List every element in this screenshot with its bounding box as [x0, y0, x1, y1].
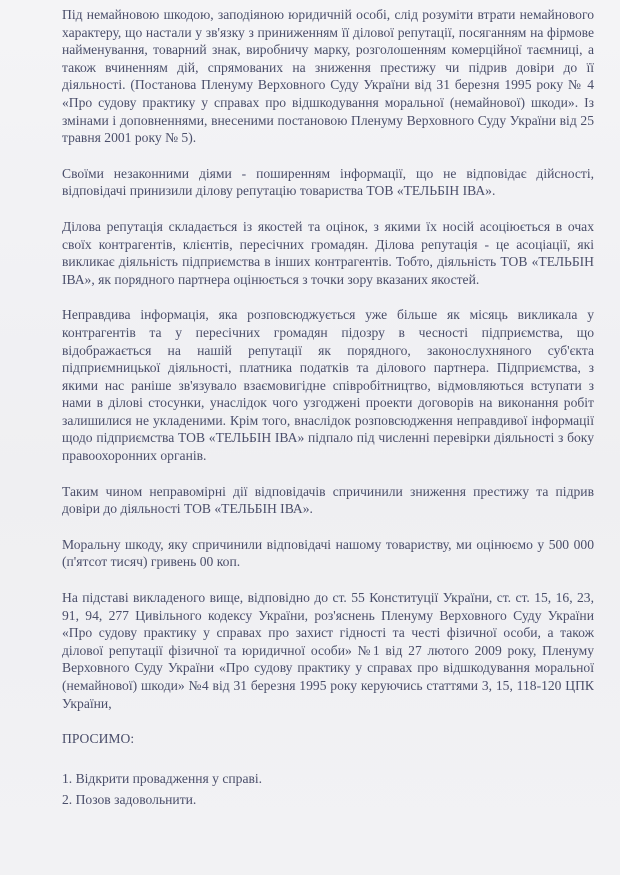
paragraph-business-reputation: Ділова репутація складається із якостей та оцінок, з якими їх носій асоціюється в очах своїх контрагентів, клієнтів, пересічних громадян. Ділова репутація - це асоціації, які викликає діяльність підприємства в інших контрагентів. Тобто, діяльність ТОВ «ТЕЛЬБІН ІВА», як порядного партнера оцінюється з точки зору вказаних якостей. [62, 218, 594, 287]
request-item-open-proceedings: 1. Відкрити провадження у справі. [62, 770, 263, 786]
paragraph-legal-basis: На підставі викладеного вище, відповідно до ст. 55 Конституції України, ст. ст. 15, 16, 23, 91, 94, 277 Цивільного кодексу України, роз'яснень Пленуму Верховного Суду України «Про судову практику у справах про захист гідності та честі фізичної особи, а також ділової репутації фізичної та юридичної особи» №1 від 27 лютого 2009 року, Пленуму Верховного Суду України «Про судову практику у справах про відшкодування моральної (немайнової) шкоди» №4 від 31 березня 1995 року керуючись статтями 3, 15, 118-120 ЦПК України, [62, 590, 594, 711]
request-list [62, 770, 594, 809]
paragraph-moral-damage-amount: Моральну шкоду, яку спричинили відповідачі нашому товариству, ми оцінюємо у 500 000 (п'ятсот тисяч) гривень 00 коп. [62, 536, 594, 570]
request-item-satisfy-claim: 2. Позов задовольнити. [62, 792, 197, 808]
document-body [62, 6, 594, 813]
request-heading: ПРОСИМО: [62, 731, 135, 747]
paragraph-unlawful-actions: Своїми незаконними діями - поширенням інформації, що не відповідає дійсності, відповідачі принизили ділову репутацію товариства ТОВ «ТЕЛЬБІН ІВА». [62, 165, 594, 199]
paragraph-prestige-decrease: Таким чином неправомірні дії відповідачів спричинили зниження престижу та підрив довіри до діяльності ТОВ «ТЕЛЬБІН ІВА». [62, 483, 594, 517]
paragraph-non-property-damage: Під немайновою шкодою, заподіяною юридичній особі, слід розуміти втрати немайнового характеру, що настали у зв'язку з приниженням її ділової репутації, посяганням на фірмове найменування, товарний знак, виробничу марку, розголошенням комерційної таємниці, а також вчиненням дій, спрямованих на зниження престижу чи підрив довіри до її діяльності. (Постанова Пленуму Верховного Суду України від 31 березня 1995 року № 4 «Про судову практику у справах про відшкодування моральної (немайнової) шкоди». Із змінами і доповненнями, внесеними постановою Пленуму Верховного Суду України від 25 травня 2001 року № 5). [62, 7, 594, 146]
paragraph-false-information: Неправдива інформація, яка розповсюджується уже більше як місяць викликала у контрагентів та у пересічних громадян підозру в чесності підприємства, що відображається на нашій репутації як порядного, законослухняного суб'єкта підприємницької діяльності, платника податків та ділового партнера. Підприємства, з якими нас раніше зв'язувало взаємовигідне співробітництво, відмовляються вступати з нами в ділові стосунки, унаслідок чого узгоджені проекти договорів на виконання робіт залишилися не укладеними. Крім того, внаслідок розповсюдження неправдивої інформації щодо підприємства ТОВ «ТЕЛЬБІН ІВА» підпало під численні перевірки діяльності з боку правоохоронних органів. [62, 307, 594, 464]
